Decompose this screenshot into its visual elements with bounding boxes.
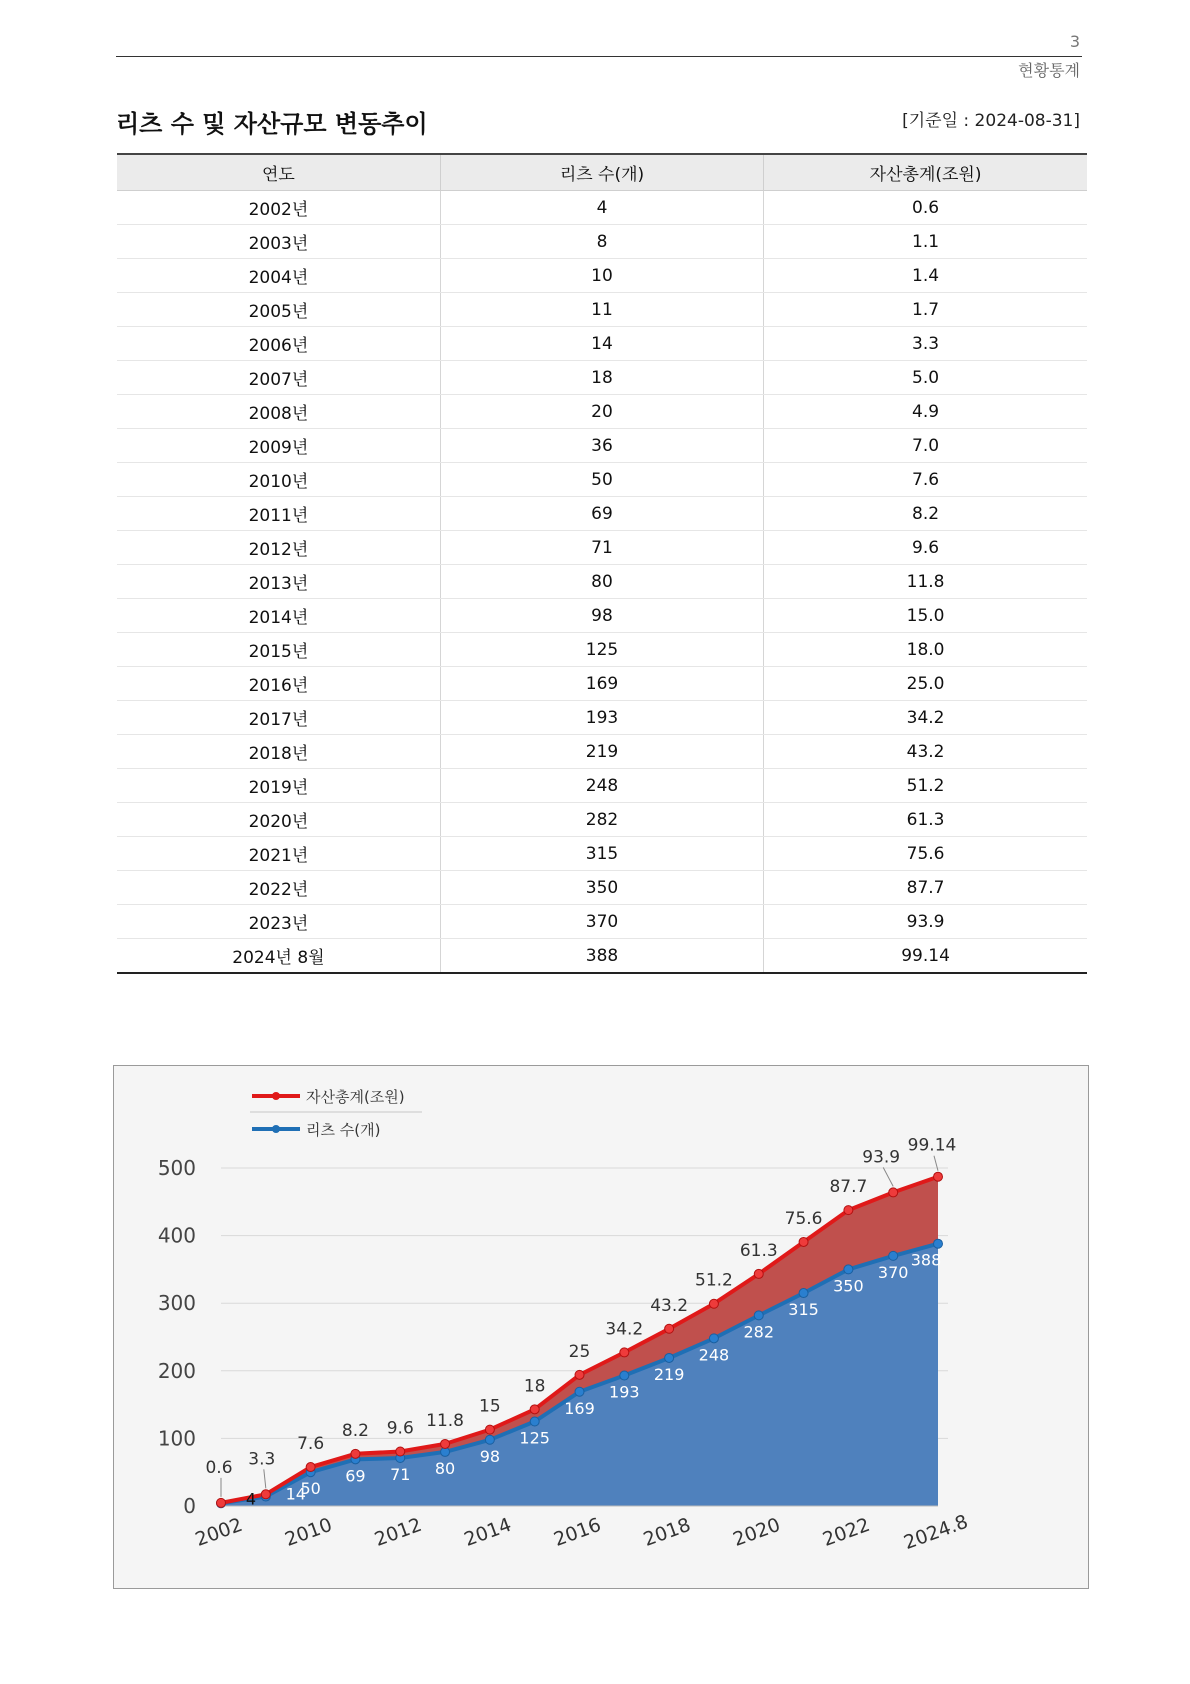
- data-label-reits-count: 370: [877, 1262, 909, 1282]
- legend-label: 리츠 수(개): [306, 1121, 381, 1139]
- point-total-assets: [530, 1405, 539, 1414]
- x-tick-label: 2014: [461, 1513, 515, 1551]
- leader-line: [883, 1167, 893, 1186]
- page-title: 리츠 수 및 자산규모 변동추이: [116, 110, 428, 138]
- data-label-total-assets: 18: [523, 1376, 546, 1397]
- page-number: 3: [1069, 32, 1080, 51]
- point-total-assets: [934, 1172, 943, 1181]
- table-row: [117, 225, 1087, 259]
- data-label-reits-count: 69: [345, 1466, 366, 1486]
- data-label-total-assets: 15: [479, 1396, 501, 1417]
- cell-total-assets: 87.7: [764, 871, 1087, 905]
- table-row: [117, 803, 1087, 837]
- point-total-assets: [396, 1447, 405, 1456]
- table-row: [117, 871, 1087, 905]
- point-reits-count: [934, 1239, 943, 1248]
- cell-reits-count: 50: [440, 463, 763, 497]
- point-reits-count: [844, 1265, 853, 1274]
- cell-reits-count: 11: [440, 293, 763, 327]
- x-tick-label: 2024.8: [900, 1510, 971, 1555]
- cell-total-assets: 18.0: [764, 633, 1087, 667]
- cell-total-assets: 51.2: [764, 769, 1087, 803]
- point-total-assets: [351, 1449, 360, 1458]
- cell-reits-count: 18: [440, 361, 763, 395]
- cell-total-assets: 3.3: [764, 327, 1087, 361]
- table-row: [117, 531, 1087, 565]
- data-label-reits-count: 248: [698, 1345, 730, 1365]
- data-label-total-assets: 25: [568, 1341, 591, 1362]
- point-total-assets: [620, 1348, 629, 1357]
- cell-reits-count: 370: [440, 905, 763, 939]
- point-total-assets: [441, 1439, 450, 1448]
- data-label-total-assets: 43.2: [650, 1295, 689, 1316]
- table-row: [117, 497, 1087, 531]
- data-label-total-assets: 0.6: [205, 1457, 233, 1478]
- point-reits-count: [799, 1289, 808, 1298]
- point-total-assets: [889, 1188, 898, 1197]
- x-tick-label: 2020: [730, 1513, 784, 1551]
- cell-year: 2003년: [117, 225, 440, 259]
- point-reits-count: [754, 1311, 763, 1320]
- point-total-assets: [306, 1463, 315, 1472]
- x-tick-label: 2022: [819, 1513, 873, 1551]
- cell-year: 2017년: [117, 701, 440, 735]
- cell-year: 2024년 8월: [117, 939, 440, 973]
- table-row: [117, 633, 1087, 667]
- point-total-assets: [575, 1370, 584, 1379]
- cell-year: 2008년: [117, 395, 440, 429]
- point-reits-count: [665, 1353, 674, 1362]
- point-reits-count: [709, 1334, 718, 1343]
- point-reits-count: [575, 1387, 584, 1396]
- stats-table: [117, 155, 1087, 972]
- y-tick-label: 100: [157, 1426, 196, 1451]
- y-tick-label: 400: [157, 1223, 196, 1248]
- point-total-assets: [261, 1490, 270, 1499]
- data-label-total-assets: 75.6: [784, 1208, 823, 1229]
- data-label-reits-count: 50: [300, 1479, 321, 1499]
- point-reits-count: [485, 1435, 494, 1444]
- cell-year: 2005년: [117, 293, 440, 327]
- stats-table-wrapper: [117, 153, 1087, 974]
- table-row: [117, 905, 1087, 939]
- cell-reits-count: 80: [440, 565, 763, 599]
- point-reits-count: [620, 1371, 629, 1380]
- cell-reits-count: 350: [440, 871, 763, 905]
- point-total-assets: [485, 1425, 494, 1434]
- cell-reits-count: 98: [440, 599, 763, 633]
- table-row: [117, 565, 1087, 599]
- point-total-assets: [217, 1498, 226, 1507]
- table-row: [117, 327, 1087, 361]
- legend-swatch-marker: [272, 1092, 280, 1100]
- column-header-reits-count: 리츠 수(개): [440, 155, 763, 191]
- cell-year: 2013년: [117, 565, 440, 599]
- cell-total-assets: 7.0: [764, 429, 1087, 463]
- table-header-row: [117, 155, 1087, 191]
- data-label-reits-count: 80: [434, 1458, 456, 1478]
- data-label-total-assets: 51.2: [695, 1270, 733, 1291]
- cell-year: 2007년: [117, 361, 440, 395]
- x-tick-label: 2010: [282, 1513, 336, 1551]
- data-label-reits-count: 219: [653, 1364, 685, 1384]
- column-header-year: 연도: [117, 155, 440, 191]
- table-row: [117, 735, 1087, 769]
- data-label-reits-count: 315: [788, 1300, 819, 1320]
- y-tick-label: 300: [157, 1291, 196, 1316]
- table-row: [117, 769, 1087, 803]
- data-label-total-assets: 99.14: [907, 1135, 957, 1156]
- data-label-reits-count: 350: [833, 1276, 864, 1296]
- table-row: [117, 599, 1087, 633]
- cell-total-assets: 0.6: [764, 191, 1087, 225]
- data-label-reits-count: 169: [564, 1398, 595, 1418]
- cell-year: 2019년: [117, 769, 440, 803]
- x-tick-label: 2018: [640, 1513, 694, 1551]
- y-tick-label: 0: [183, 1494, 196, 1518]
- cell-total-assets: 75.6: [764, 837, 1087, 871]
- column-header-total-assets: 자산총계(조원): [764, 155, 1087, 191]
- table-row: [117, 463, 1087, 497]
- cell-total-assets: 1.7: [764, 293, 1087, 327]
- x-tick-label: 2002: [192, 1513, 246, 1551]
- cell-year: 2021년: [117, 837, 440, 871]
- cell-reits-count: 36: [440, 429, 763, 463]
- cell-total-assets: 4.9: [764, 395, 1087, 429]
- cell-reits-count: 10: [440, 259, 763, 293]
- data-label-total-assets: 3.3: [248, 1449, 276, 1470]
- cell-year: 2020년: [117, 803, 440, 837]
- x-tick-label: 2012: [371, 1513, 425, 1551]
- table-row: [117, 293, 1087, 327]
- table-row: [117, 395, 1087, 429]
- cell-total-assets: 15.0: [764, 599, 1087, 633]
- data-label-reits-count: 98: [479, 1446, 501, 1466]
- cell-total-assets: 7.6: [764, 463, 1087, 497]
- cell-total-assets: 61.3: [764, 803, 1087, 837]
- data-label-total-assets: 34.2: [605, 1319, 644, 1340]
- cell-total-assets: 43.2: [764, 735, 1087, 769]
- data-label-total-assets: 8.2: [341, 1420, 369, 1441]
- cell-reits-count: 219: [440, 735, 763, 769]
- data-label-reits-count: 125: [519, 1428, 550, 1448]
- cell-reits-count: 169: [440, 667, 763, 701]
- cell-total-assets: 1.4: [764, 259, 1087, 293]
- cell-year: 2010년: [117, 463, 440, 497]
- header-rule: [116, 56, 1082, 57]
- data-label-total-assets: 61.3: [739, 1240, 778, 1261]
- cell-year: 2002년: [117, 191, 440, 225]
- cell-total-assets: 93.9: [764, 905, 1087, 939]
- point-total-assets: [844, 1206, 853, 1215]
- data-label-reits-count: 193: [609, 1382, 640, 1402]
- cell-reits-count: 282: [440, 803, 763, 837]
- cell-reits-count: 125: [440, 633, 763, 667]
- cell-year: 2015년: [117, 633, 440, 667]
- cell-total-assets: 11.8: [764, 565, 1087, 599]
- table-row: [117, 191, 1087, 225]
- y-tick-label: 200: [157, 1358, 196, 1383]
- point-total-assets: [799, 1237, 808, 1246]
- table-row: [117, 701, 1087, 735]
- cell-total-assets: 1.1: [764, 225, 1087, 259]
- table-row: [117, 429, 1087, 463]
- cell-total-assets: 8.2: [764, 497, 1087, 531]
- cell-reits-count: 388: [440, 939, 763, 973]
- data-label-total-assets: 9.6: [386, 1418, 414, 1439]
- cell-total-assets: 25.0: [764, 667, 1087, 701]
- cell-reits-count: 315: [440, 837, 763, 871]
- data-label-total-assets: 93.9: [862, 1147, 901, 1168]
- cell-year: 2009년: [117, 429, 440, 463]
- area-chart: [114, 1066, 1088, 1588]
- cell-year: 2004년: [117, 259, 440, 293]
- leader-line: [264, 1469, 266, 1488]
- table-row: [117, 259, 1087, 293]
- table-row: [117, 361, 1087, 395]
- table-row: [117, 837, 1087, 871]
- cell-total-assets: 9.6: [764, 531, 1087, 565]
- cell-reits-count: 193: [440, 701, 763, 735]
- point-total-assets: [709, 1299, 718, 1308]
- cell-year: 2011년: [117, 497, 440, 531]
- data-label-reits-count: 14: [285, 1484, 306, 1504]
- legend-label: 자산총계(조원): [306, 1088, 405, 1106]
- point-total-assets: [665, 1324, 674, 1333]
- cell-year: 2012년: [117, 531, 440, 565]
- chart-container: [113, 1065, 1089, 1589]
- cell-year: 2018년: [117, 735, 440, 769]
- data-label-reits-count: 4: [245, 1489, 257, 1509]
- cell-year: 2016년: [117, 667, 440, 701]
- point-reits-count: [530, 1417, 539, 1426]
- data-label-total-assets: 87.7: [829, 1177, 868, 1198]
- table-row: [117, 667, 1087, 701]
- cell-year: 2006년: [117, 327, 440, 361]
- cell-total-assets: 34.2: [764, 701, 1087, 735]
- data-label-reits-count: 282: [743, 1322, 775, 1342]
- data-label-total-assets: 11.8: [426, 1410, 464, 1431]
- legend-swatch-marker: [272, 1125, 280, 1133]
- cell-reits-count: 14: [440, 327, 763, 361]
- section-label: 현황통계: [1018, 61, 1080, 80]
- cell-reits-count: 20: [440, 395, 763, 429]
- cell-year: 2023년: [117, 905, 440, 939]
- cell-total-assets: 5.0: [764, 361, 1087, 395]
- cell-total-assets: 99.14: [901, 945, 950, 966]
- cell-year: 2022년: [117, 871, 440, 905]
- cell-reits-count: 4: [440, 191, 763, 225]
- cell-reits-count: 248: [440, 769, 763, 803]
- cell-year: 2014년: [117, 599, 440, 633]
- point-reits-count: [889, 1251, 898, 1260]
- table-row: [117, 939, 1087, 973]
- point-total-assets: [754, 1269, 763, 1278]
- y-tick-label: 500: [157, 1156, 196, 1180]
- reference-date: [기준일 : 2024-08-31]: [902, 111, 1080, 131]
- data-label-reits-count: 71: [390, 1465, 411, 1485]
- cell-reits-count: 69: [440, 497, 763, 531]
- x-tick-label: 2016: [550, 1513, 604, 1551]
- data-label-reits-count: 388: [910, 1250, 942, 1270]
- cell-reits-count: 8: [440, 225, 763, 259]
- cell-reits-count: 71: [440, 531, 763, 565]
- data-label-total-assets: 7.6: [297, 1434, 325, 1455]
- table-body: [117, 191, 1087, 973]
